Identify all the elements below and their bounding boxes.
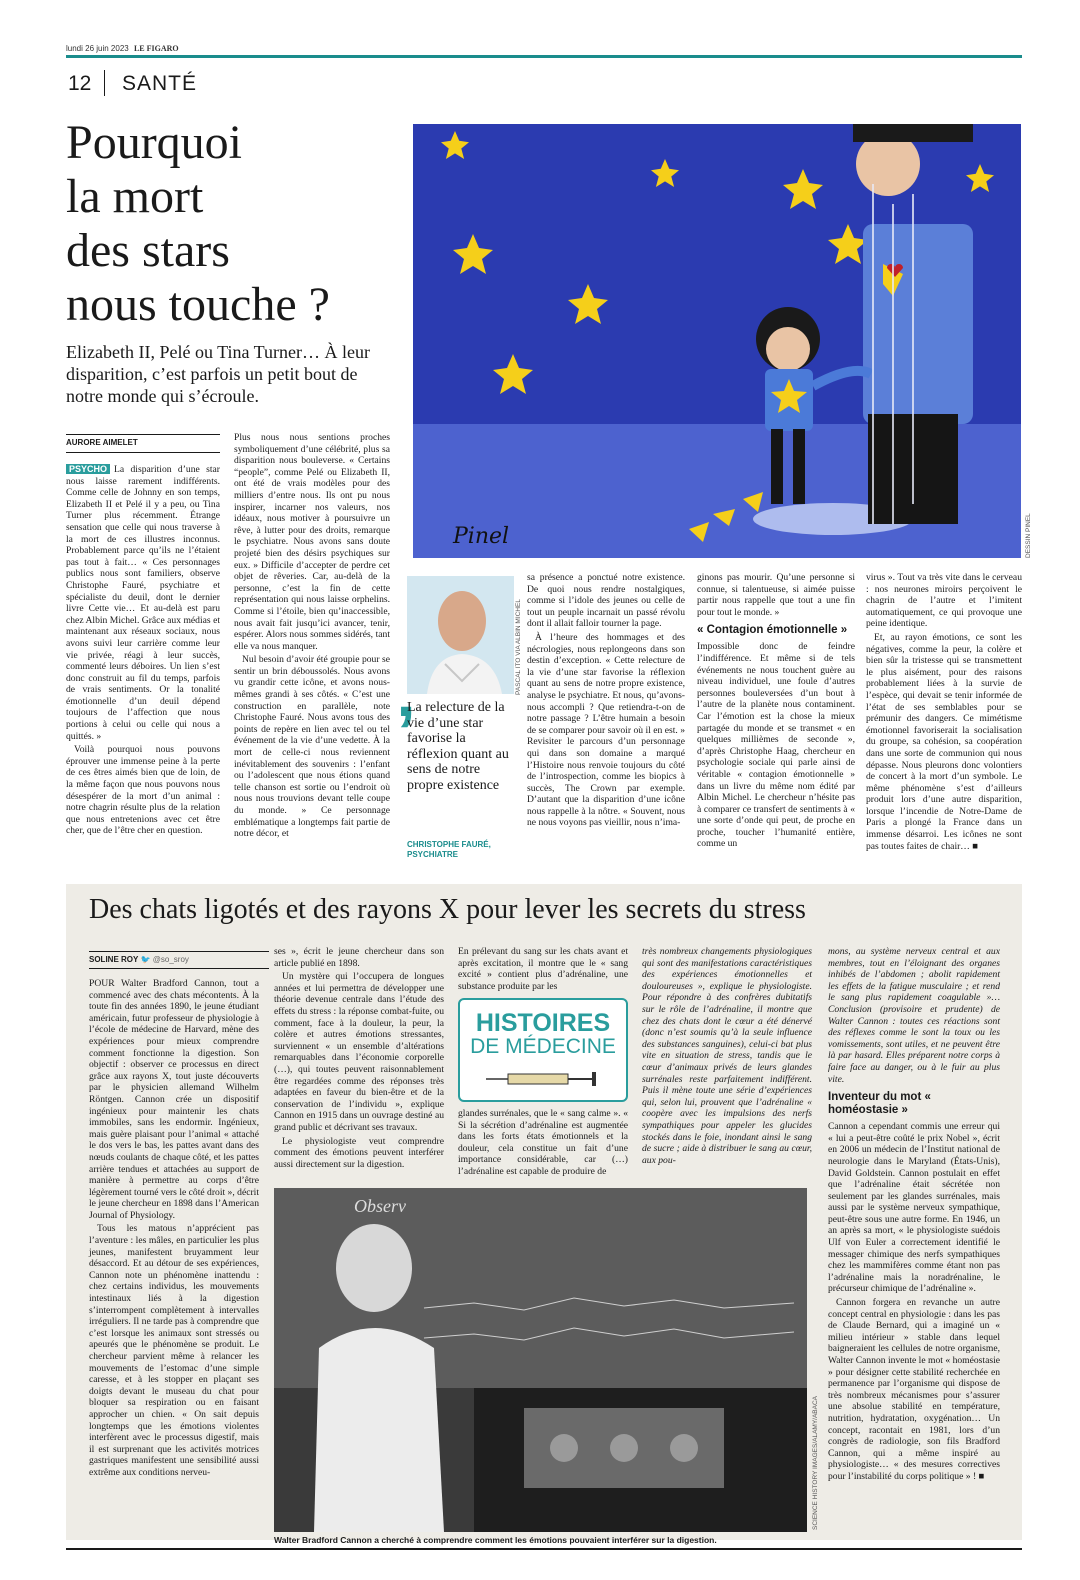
article2-column-4	[642, 946, 812, 1168]
author-name: SOLINE ROY	[89, 955, 139, 964]
paragraph: sa présence a ponctué notre existence. De quoi nous rendre nostalgiques, comme si l’idole des jeunes ou celle de tout un peuple incarnait un passé révolu dont il allait falloir tourner la page.	[527, 572, 685, 630]
article1-column-5	[866, 572, 1022, 854]
article1-column-3	[527, 572, 685, 831]
title-line: la mort	[66, 170, 204, 223]
archive-photo	[274, 1188, 807, 1532]
article2-column-3-top	[458, 946, 628, 994]
blackboard-text: Observ	[354, 1196, 406, 1216]
star-illustration	[413, 124, 1021, 558]
series-logo	[458, 998, 628, 1102]
footer-rule	[66, 1548, 1022, 1550]
paragraph: Cannon forgera en revanche un autre concept central en physiologie : dans les pas de Claude Bernard, qui a imaginé un « milieu intérieur » stable dans lequel baigneraient les cellules de notre organisme, Walter Cannon invente le mot « homéostasie » pour désigner cette stabilité recherchée en permanence par l’organisme qui dispose de très nombreux mécanismes pour s’assurer une absolue stabilité en température, nutrition, hydratation, oxygénation… Un concept, racontait en 1981, lors d’un congrès de radiologie, son fils Bradford Cannon, qui a même inspiré au physiologiste… « des mesures correctives pour l’instabilité du corps politique » ! ■	[828, 1297, 1000, 1482]
article1-author: AURORE AIMELET	[66, 438, 138, 447]
paragraph: Nul besoin d’avoir été groupie pour se sentir un brin déboussolés. Nous avons vu grandir cette icône, et avons nous-mêmes grandi à ses côtés. « C’est une construction en parallèle, note Christophe Fauré. Nous avons tous des points de repère en lien avec tel ou tel événement de la vie d’une vedette. À la mort de celle-ci nous reviennent inévitablement des souvenirs : l’enfant ou l’adolescent que nous étions quand telle chanson est sortie ou l’endroit où nous nous trouvions devant telle coupe du monde. » Ce personnage emblématique a longtemps fait partie de notre décor, et	[234, 654, 390, 840]
title-line: des stars	[66, 224, 230, 277]
date: lundi 26 juin 2023	[66, 44, 129, 53]
paragraph: Et, au rayon émotions, ce sont les négatives, comme la peur, la colère et bien sûr la tristesse qui se transmettent le plus aisément, pour des raisons probablement liées à la survie de l’espèce, qui devait se tenir informée de l’état de ses semblables pour se prémunir des dangers. Ce mimétisme émotionnel favoriserait la socialisation du groupe, sa cohésion, sa coopération dans une sorte de communion qui nous dépasse. Nous pleurons donc volontiers de concert à la mort d’un symbole. Le même phénomène s’est d’ailleurs produit lors d’une autre disparition, lorsque l’incendie de Notre-Dame de Paris a plongé la France dans un immense désarroi. Les icônes ne sont pas toutes faites de chair… ■	[866, 631, 1022, 852]
paragraph: ginons pas mourir. Qu’une personne si connue, si talentueuse, si aimée puisse partir nous rappelle que tout a une fin pour tout le monde. »	[697, 572, 855, 618]
twitter-icon: 🐦	[140, 955, 151, 964]
article2-author	[89, 955, 189, 964]
title-line: nous touche ?	[66, 278, 330, 331]
article1-deck: Elizabeth II, Pelé ou Tina Turner… À leur disparition, c’est parfois un petit bout de notre monde qui s’écroule.	[66, 342, 370, 406]
paragraph: La disparition d’une star nous laisse rarement indifférents. Comme celle de Johnny en son temps, Elizabeth II et Pelé il y a peu, ou Tina Turner plus récemment. Étrange sensation que celle qui nous traverse à la mort de ces illustres inconnus. Probablement parce qu’ils ne l’étaient pas tout à fait… « Ces personnages publics nous sont familiers, observe Christophe Fauré, psychiatre et spécialiste du deuil, dont le dernier livre Cette vie… Et au-delà est paru chez Albin Michel. Grâce aux médias et maintenant aux réseaux sociaux, nous avons suivi leur carrière comme leur vie privée, réagi à leur succès, commenté leurs déboires. Un lien s’est donc construit au fil du temps, parfois de vrais sentiments. Or la tonalité émotionnelle d’un deuil dépend toujours de l’affection que nous portions à celui ou celle qui nous a quittés. »	[66, 464, 220, 742]
subheading: « Contagion émotionnelle »	[697, 624, 848, 637]
article2-column-2	[274, 946, 444, 1172]
byline-rule	[89, 968, 269, 969]
page-number: 12	[68, 72, 92, 95]
article2-title: Des chats ligotés et des rayons X pour lever les secrets du stress	[89, 894, 806, 925]
byline-rule	[66, 452, 220, 453]
paper-name: LE FIGARO	[133, 44, 179, 53]
paragraph: Cannon a cependant commis une erreur qui « lui a peut-être coûté le prix Nobel », écrit en 2006 un médecin de l’Institut national de neurologie dans le Maryland (États-Unis), David Goldstein. Cannon postulait en effet que l’adrénaline était sécrétée non seulement par les glandes surrénales, mais aussi par le système nerveux sympathique, peut-être sous une autre forme. En 1946, un an après sa mort, « le physiologiste suédois Ulf von Euler a correctement identifié le messager chimique des nerfs sympathiques chez les mammifères comme étant non pas l’adrénaline mais la noradrénaline, le précurseur chimique de l’adrénaline ».	[828, 1121, 1000, 1295]
pull-quote: La relecture de la vie d’une star favorise la réflexion quant au sens de notre propre existence	[407, 700, 509, 793]
article1-column-1	[66, 464, 220, 839]
quote-mark-open: ‚	[396, 652, 417, 732]
article2-column-5	[828, 946, 1000, 1485]
article1-title	[66, 116, 330, 332]
article2-column-3-bottom	[458, 1108, 628, 1180]
article2-column-1	[89, 978, 259, 1481]
paragraph: mons, au système nerveux central et aux membres, tout en l’éloignant des organes inhibés de l’abdomen ; abolit rapidement les effets de la fatigue musculaire ; et rend le sang plus rapidement coagulable »… Conclusion (provisoire et prudente) de Walter Cannon : toutes ces réactions sont des réflexes comme le sont la toux ou les vomissements, sont utiles, et ne peuvent être là par hasard. Elles préparent notre corps à faire face au danger, ou à le fuir au plus vite.	[828, 946, 1000, 1085]
paragraph: Un mystère qui l’occupera de longues années et lui permettra de développer une théorie devenue centrale dans l’étude des effets du stress : la réponse combat-fuite, ou comment, face à la douleur, la peur, la colère et autres émotions stressantes, surviennent « un ensemble d’altérations remarquables dans l’économie corporelle (…), qui toutes peuvent raisonnablement être regardées comme des réponses très adaptées en faveur du bien-être et de la conservation de l’individu », explique Cannon en 1915 dans un ouvrage destiné au grand public et décrivant ses travaux.	[274, 971, 444, 1133]
byline-rule	[89, 951, 269, 952]
portrait-photo	[407, 576, 514, 694]
header-date	[66, 44, 179, 53]
title-line: Pourquoi	[66, 116, 243, 169]
header-divider	[104, 70, 105, 96]
paragraph: glandes surrénales, que le « sang calme ». « Si la sécrétion d’adrénaline est augmentée dans les forts états émotionnels et la douleur, cela constitue un fait d’une importance considérable, car (…) l’adrénaline est capable de produire de	[458, 1108, 628, 1177]
paragraph: ses », écrit le jeune chercheur dans son article publié en 1898.	[274, 946, 444, 969]
subheading: Inventeur du mot « homéostasie »	[828, 1091, 931, 1117]
paragraph: très nombreux changements physiologiques qui sont des manifestations caractéristiques des expériences émotionnelles et douloureuses », explique le physiologiste. Pour répondre à des confrères dubitatifs sur le rôle de l’adrénaline, il montre que chez des chats dont le cœur a été dénervé (donc n’est soumis qu’à la seule influence des substances sanguines), celui-ci bat plus vite en situation de stress, tandis que le cœur d’animaux privés de leurs glandes surrénales reste parfaitement indifférent. Puis il mène toute une série d’expériences qui, selon lui, prouvent que l’adrénaline « coopère avec les impulsions des nerfs sympathiques pour appeler les glucides stockés dans le foie, inondant ainsi le sang de sucre ; aide à distribuer le sang au cœur, aux pou-	[642, 946, 812, 1166]
illustration-signature: Pinel	[453, 524, 510, 549]
paragraph: Tous les matous n’apprécient pas l’aventure : les mâles, en particulier les plus jeunes, manifestent bruyamment leur désaccord. Et au détour de ses expériences, Cannon note un phénomène inattendu : chez certains individus, les mouvements intestinaux liés à la digestion s’interrompent complètement à intervalles irréguliers. Il ne tarde pas à comprendre que c’est lorsque les animaux sont stressés ou apeurés que le phénomène se produit. Le chercheur parvient même à relancer les mouvements de l’estomac d’une simple caresse, et à les stopper en plaçant ses doigts devant le museau du chat pour bloquer sa respiration ou en faisant approcher un chien. « On sait depuis longtemps que les émotions violentes interfèrent avec le processus digestif, mais il est surprenant que les activités motrices gastriques manifestent une sensibilité aussi extrême aux conditions nerveu-	[89, 1223, 259, 1478]
byline-rule	[66, 434, 220, 435]
paragraph: Plus nous nous sentions proches symboliquement d’une célébrité, plus sa disparition nous bouleverse. « Certains “people”, comme Pelé ou Elizabeth II, ont été de vrais modèles pour des milliers d’entre nous. Ils ont pu nous inspirer, incarner nos valeurs, nos idéaux, nous motiver à poursuivre un rêve, à lutter pour des droits, remarque le psychiatre. Nous avons sans doute projeté bien des désirs psychiques sur eux. » Difficile d’accepter de perdre cet objet de rêveries. Car, au-delà de la personne, c’est la fin de cette représentation qui nous laisse orphelins. Comme si l’étoile, bien qu’inaccessible, nous avait fait jusqu’ici avancer, tenir, espérer. Alors nous sommes sidérés, tant elle va nous manquer.	[234, 432, 390, 652]
article1-column-2	[234, 432, 390, 842]
section-name: SANTÉ	[122, 72, 198, 95]
paragraph: En prélevant du sang sur les chats avant et après excitation, il montre que le « sang excité » contient plus d’adrénaline, une substance produite par les	[458, 946, 628, 992]
section-tag: PSYCHO	[66, 464, 110, 474]
paragraph: Le physiologiste veut comprendre comment des émotions peuvent interférer aussi directement sur la digestion.	[274, 1135, 444, 1170]
paragraph: Voilà pourquoi nous pouvons éprouver une immense peine à la perte de ces êtres aimés bien que de loin, de la même façon que nous pouvons nous désespérer de la mort d’un animal : notre chagrin résulte plus de la relation que nous entretenions avec cet être cher, que de l’être cher en question.	[66, 744, 220, 837]
series-logo-line1: HISTOIRES	[475, 1009, 611, 1037]
syringe-icon	[484, 1070, 604, 1088]
portrait-credit: PASCAL ITO VIA ALBIN MICHEL	[515, 599, 522, 695]
series-logo-line2: DE MÉDECINE	[470, 1035, 616, 1058]
paragraph: À l’heure des hommages et des nécrologies, nous replongeons dans son destin d’exception. « Cette relecture de la vie d’une star favorise la réflexion quant au sens de notre propre existence, analyse le psychiatre. Et nous, qu’avons-nous accompli ? Que retiendra-t-on de notre passage ? L’être humain a besoin de se comparer pour savoir où il en est. » Revisiter le parcours d’un personnage qui dans son domaine a marqué l’Histoire nous renvoie toujours du côté de l’introspection, comme les biopics à succès, The Crown par exemple. D’autant que la disparition d’une icône nous rappelle à la nôtre. « Souvent, nous ne nous voyons pas vieillir, nous n’ima-	[527, 631, 685, 829]
article1-column-4	[697, 572, 855, 852]
photo-caption: Walter Bradford Cannon a cherché à comprendre comment les émotions pouvaient interférer sur la digestion.	[274, 1535, 717, 1545]
scientist-photo	[274, 1188, 807, 1532]
paragraph: virus ». Tout va très vite dans le cerveau : nos neurones miroirs perçoivent le chagrin de l’autre et l’imitent automatiquement, ce qui provoque une peine identique.	[866, 572, 1022, 630]
illustration	[413, 124, 1021, 558]
paragraph: POUR Walter Bradford Cannon, tout a commencé avec des chats mécontents. À la toute fin des années 1890, le jeune étudiant américain, futur professeur de physiologie à l’école de médecine de Harvard, mène des expériences pour mieux comprendre comment fonctionne la digestion. Son objectif : observer ce processus en direct grâce aux rayons X, tout juste découverts par le physicien allemand Wilhelm Röntgen. Cannon crée un dispositif ingénieux pour maintenir les chats immobiles, sans les endormir. Ingénieux, mais guère plaisant pour l’animal « attaché le dos vers le bas, les pattes avant dans des nœuds coulants de chaque côté, et les pattes arrière tendues et attachées au support de manière à permettre au corps d’être légèrement tourné vers le côté droit », décrit le jeune chercheur en 1898 dans l’American Journal of Physiology.	[89, 978, 259, 1221]
author-handle: @so_sroy	[152, 955, 189, 964]
photo-credit: SCIENCE HISTORY IMAGES/ALAMY/ABACA	[812, 1395, 819, 1530]
paragraph: Impossible donc de feindre l’indifférence. Et même si de tels événements ne nous touchent guère au niveau individuel, une foule d’autres personnes bouleversées d’un bout à l’autre de la planète nous contaminent. Car l’émotion est la chose la mieux partagée du monde et se transmet « en quelques millièmes de seconde », d’après Christophe Haag, chercheur en psychologie sociale qui parle ainsi de véritable « contagion émotionnelle » dans un livre du même nom édité par Albin Michel. Le chercheur n’hésite pas à comparer ce transfert de sentiments à « une sorte d’onde qui peut, de proche en proche, toucher l’humanité entière, comme un	[697, 641, 855, 850]
header-rule	[66, 55, 1022, 58]
portrait-figure	[407, 576, 514, 694]
illustration-credit: DESSIN PINEL	[1025, 513, 1032, 558]
pull-quote-author: CHRISTOPHE FAURÉ, PSYCHIATRE	[407, 840, 491, 859]
